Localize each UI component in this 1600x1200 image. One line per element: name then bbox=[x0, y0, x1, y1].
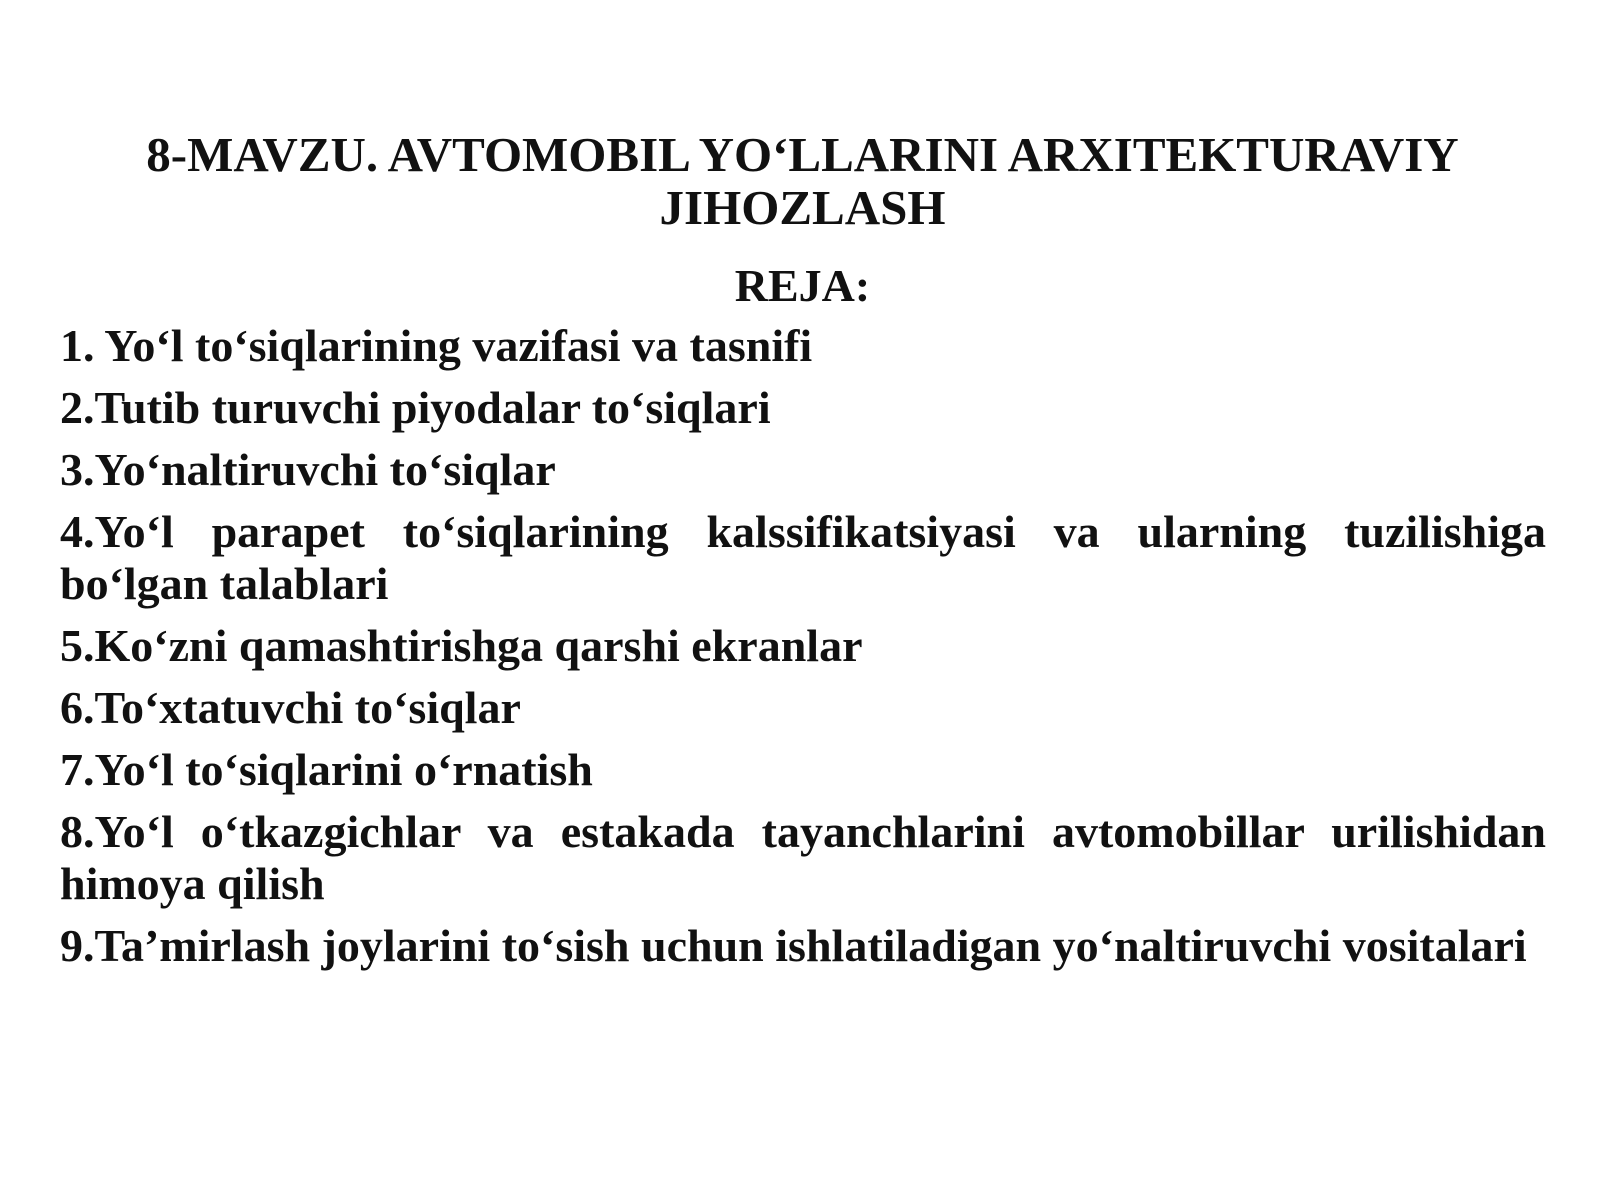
plan-item-4: 4.Yo‘l parapet to‘siqlarining kalssifikatsiyasi va ularning tuzilishiga bo‘lgan talablari bbox=[60, 506, 1546, 609]
plan-item-3: 3.Yo‘naltiruvchi to‘siqlar bbox=[60, 444, 556, 495]
plan-item-9: 9.Ta’mirlash joylarini to‘sish uchun ishlatiladigan yo‘naltiruvchi vositalari bbox=[60, 920, 1527, 971]
plan-item-7: 7.Yo‘l to‘siqlarini o‘rnatish bbox=[60, 744, 593, 795]
plan-item-2: 2.Tutib turuvchi piyodalar to‘siqlari bbox=[60, 382, 771, 433]
plan-item-8: 8.Yo‘l o‘tkazgichlar va estakada tayanchlarini avtomobillar urilishidan himoya qilish bbox=[60, 806, 1546, 909]
plan-item-6: 6.To‘xtatuvchi to‘siqlar bbox=[60, 682, 521, 733]
plan-list bbox=[60, 320, 1546, 982]
plan-heading: REJA: bbox=[734, 260, 871, 311]
plan-item-5: 5.Ko‘zni qamashtirishga qarshi ekranlar bbox=[60, 620, 863, 671]
plan-item-1: 1. Yo‘l to‘siqlarining vazifasi va tasnifi bbox=[60, 320, 813, 371]
slide-title: 8-MAVZU. AVTOMOBIL YO‘LLARINI ARXITEKTURAVIY JIHOZLASH bbox=[146, 127, 1459, 235]
